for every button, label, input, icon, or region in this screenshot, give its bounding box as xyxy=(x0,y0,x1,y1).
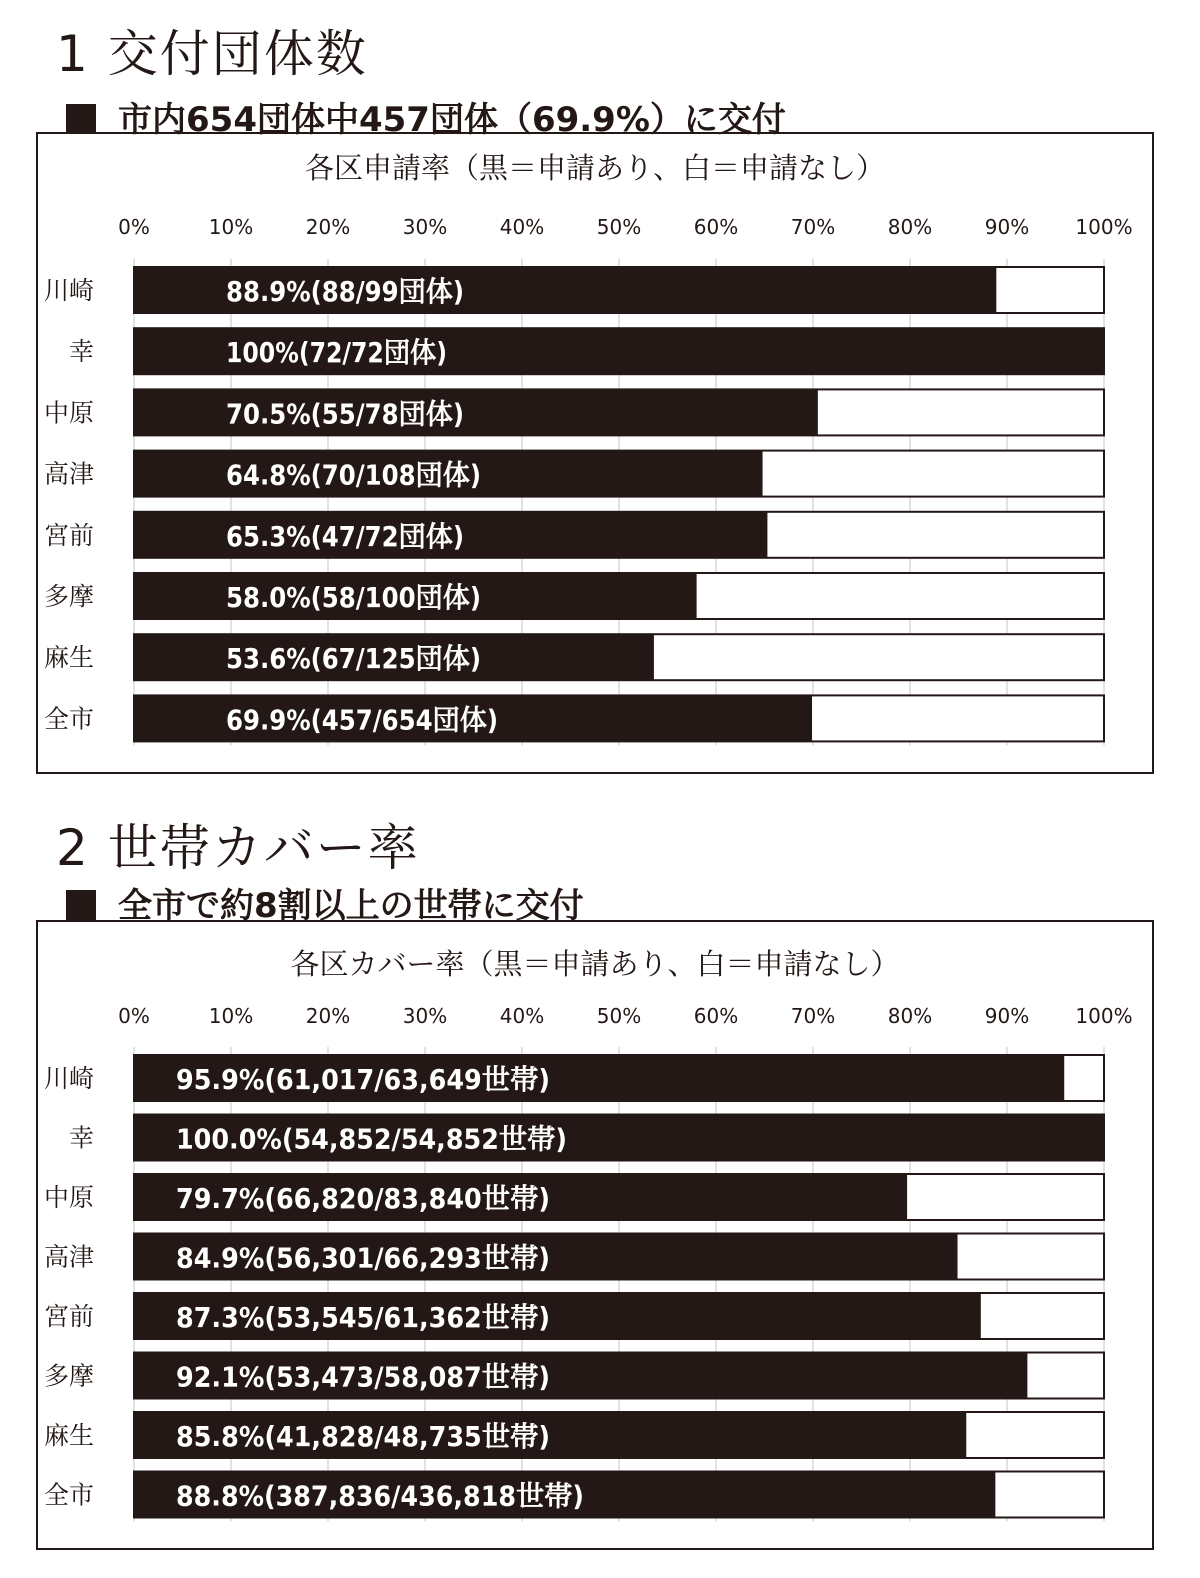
data-label: 100.0%(54,852/54,852世帯) xyxy=(176,1122,567,1156)
category-label: 全市 xyxy=(43,1480,94,1510)
category-label: 幸 xyxy=(68,1123,94,1153)
category-label: 高津 xyxy=(43,1242,94,1272)
x-tick-label: 80% xyxy=(887,215,933,239)
data-label: 58.0%(58/100団体) xyxy=(226,581,481,614)
data-label: 69.9%(457/654団体) xyxy=(226,703,498,737)
category-label: 幸 xyxy=(68,337,94,367)
data-label: 70.5%(55/78団体) xyxy=(226,397,464,431)
category-label: 高津 xyxy=(43,459,94,489)
x-tick-label: 30% xyxy=(402,215,448,239)
category-label: 宮前 xyxy=(43,520,94,550)
section2-heading: 2 世帯カバー率 xyxy=(56,819,420,877)
x-tick-label: 40% xyxy=(499,215,545,239)
x-tick-label: 30% xyxy=(402,1004,448,1028)
chart-panel-coverage xyxy=(36,920,1154,1550)
square-bullet-icon xyxy=(66,890,96,920)
chart-title: 各区カバー率（黒＝申請あり、白＝申請なし） xyxy=(290,947,900,981)
x-tick-label: 90% xyxy=(984,215,1030,239)
category-label: 麻生 xyxy=(43,1421,94,1450)
category-label: 全市 xyxy=(43,704,94,734)
section1-subheading-text: 市内654団体中457団体（69.9%）に交付 xyxy=(118,100,786,140)
data-label: 88.8%(387,836/436,818世帯) xyxy=(176,1479,584,1513)
category-label: 中原 xyxy=(43,398,94,428)
category-label: 麻生 xyxy=(43,643,94,673)
x-tick-label: 0% xyxy=(118,215,150,239)
x-tick-label: 40% xyxy=(499,1004,545,1028)
category-label: 多摩 xyxy=(43,582,94,611)
category-label: 中原 xyxy=(43,1183,94,1212)
chart-panel-applications xyxy=(36,132,1154,774)
category-label: 川崎 xyxy=(43,1064,94,1093)
data-label: 79.7%(66,820/83,840世帯) xyxy=(176,1182,550,1215)
x-tick-label: 60% xyxy=(693,1004,739,1028)
x-tick-label: 10% xyxy=(208,1004,254,1028)
data-label: 65.3%(47/72団体) xyxy=(226,519,464,553)
category-label: 宮前 xyxy=(43,1302,94,1331)
x-tick-label: 70% xyxy=(790,215,836,239)
data-label: 100%(72/72団体) xyxy=(226,336,447,370)
data-label: 53.6%(67/125団体) xyxy=(226,642,481,676)
data-label: 88.9%(88/99団体) xyxy=(226,275,464,308)
x-tick-label: 0% xyxy=(118,1004,150,1028)
x-tick-label: 50% xyxy=(596,215,642,239)
category-label: 川崎 xyxy=(43,276,94,305)
x-tick-label: 100% xyxy=(1075,1004,1133,1028)
x-tick-label: 100% xyxy=(1075,215,1133,239)
x-tick-label: 20% xyxy=(305,1004,351,1028)
x-tick-label: 20% xyxy=(305,215,351,239)
data-label: 95.9%(61,017/63,649世帯) xyxy=(176,1063,550,1096)
data-label: 87.3%(53,545/61,362世帯) xyxy=(176,1301,550,1334)
section2-subheading-text: 全市で約8割以上の世帯に交付 xyxy=(118,886,584,926)
coverage-bar-chart xyxy=(38,922,1152,1548)
data-label: 84.9%(56,301/66,293世帯) xyxy=(176,1241,550,1275)
x-tick-label: 60% xyxy=(693,215,739,239)
x-tick-label: 80% xyxy=(887,1004,933,1028)
applications-bar-chart xyxy=(38,134,1152,772)
data-label: 64.8%(70/108団体) xyxy=(226,458,481,492)
x-tick-label: 70% xyxy=(790,1004,836,1028)
chart-title: 各区申請率（黒＝申請あり、白＝申請なし） xyxy=(304,151,886,185)
x-tick-label: 50% xyxy=(596,1004,642,1028)
section1-heading: 1 交付団体数 xyxy=(56,25,368,83)
x-tick-label: 10% xyxy=(208,215,254,239)
data-label: 92.1%(53,473/58,087世帯) xyxy=(176,1360,550,1394)
data-label: 85.8%(41,828/48,735世帯) xyxy=(176,1420,550,1453)
category-label: 多摩 xyxy=(43,1361,94,1391)
square-bullet-icon xyxy=(66,104,96,134)
x-tick-label: 90% xyxy=(984,1004,1030,1028)
